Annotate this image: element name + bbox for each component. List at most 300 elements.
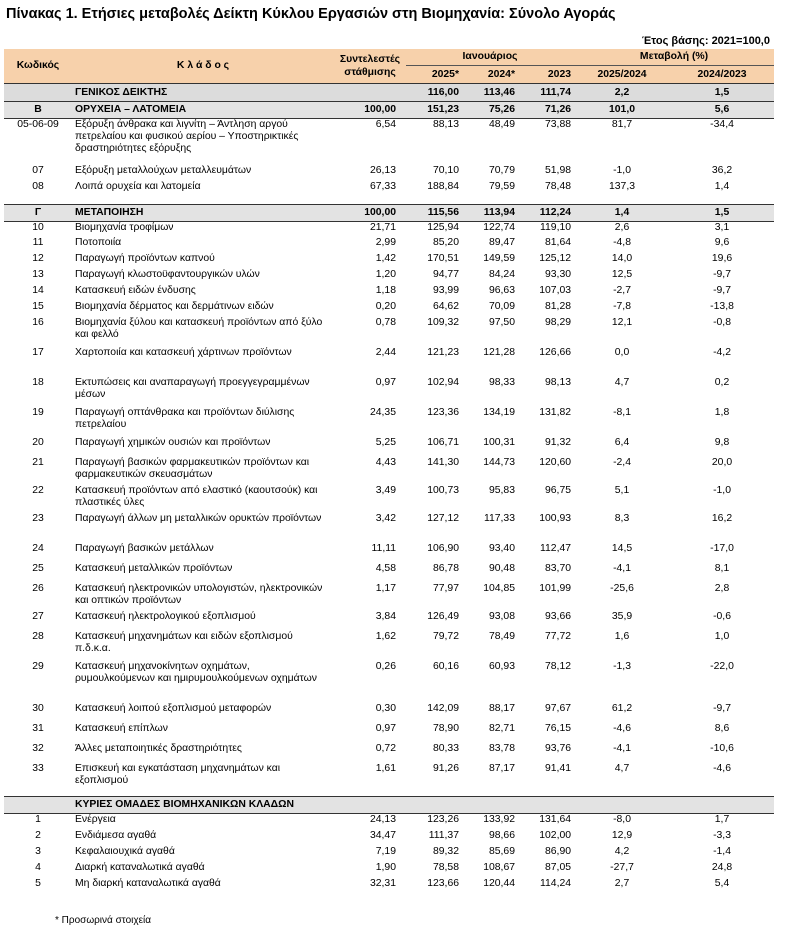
table-row (4, 181, 774, 197)
cell-2024: 97,50 (488, 317, 515, 328)
cell-code: 33 (32, 763, 44, 774)
cell-2025: 89,32 (432, 845, 459, 857)
cell-2025: 100,73 (427, 485, 459, 496)
cell-2024: 134,19 (483, 407, 515, 418)
cell-2024: 149,59 (483, 253, 515, 264)
cell-code: 2 (35, 829, 41, 841)
cell-2025: 121,23 (427, 347, 459, 358)
header-2024: 2024* (462, 66, 518, 84)
cell-2023: 91,41 (545, 763, 572, 774)
cell-2024: 85,69 (488, 845, 515, 857)
cell-2023 (518, 797, 574, 814)
cell-code: Β (4, 102, 72, 119)
cell-2025: 123,36 (427, 407, 459, 418)
cell-sector: Παραγωγή βασικών φαρμακευτικών προϊόντων και φαρμακευτικών σκευασμάτων (75, 457, 310, 480)
cell-2023: 131,64 (539, 814, 572, 825)
cell-weight: 1,18 (375, 285, 396, 296)
table-row (4, 285, 774, 301)
cell-2025: 102,94 (427, 377, 459, 388)
cell-2024: 82,71 (488, 723, 515, 734)
page-title: Πίνακας 1. Ετήσιες μεταβολές Δείκτη Κύκλου Εργασιών στη Βιομηχανία: Σύνολο Αγοράς (6, 6, 616, 22)
header-change-2025-2024: 2025/2024 (574, 66, 670, 84)
cell-change-2025-2024 (574, 797, 670, 814)
cell-2025: 70,10 (432, 164, 459, 176)
cell-2025: 94,77 (432, 269, 459, 280)
table-row (4, 301, 774, 317)
cell-sector: Παραγωγή άλλων μη μεταλλικών ορυκτών προϊόντων (75, 513, 322, 524)
cell-2024: 78,49 (488, 631, 515, 642)
cell-change-2024-2023: -1,4 (713, 845, 731, 857)
cell-2024: 89,47 (488, 237, 515, 248)
cell-change-2024-2023: -13,8 (710, 301, 734, 312)
header-2023: 2023 (518, 66, 574, 84)
table-row (4, 763, 774, 789)
cell-2024: 120,44 (483, 877, 515, 889)
cell-2023: 73,88 (545, 119, 572, 130)
cell-change-2024-2023: 1,0 (714, 631, 730, 642)
section-row (4, 102, 774, 119)
cell-change-2025-2024: -8,1 (613, 407, 631, 418)
cell-change-2024-2023: -34,4 (710, 119, 734, 130)
cell-change-2025-2024: 2,2 (574, 84, 670, 102)
cell-change-2025-2024: -4,6 (613, 723, 631, 734)
cell-change-2024-2023: 5,6 (670, 102, 774, 119)
cell-weight (334, 84, 406, 102)
cell-2023: 112,47 (540, 543, 572, 554)
cell-code: 27 (32, 611, 44, 622)
cell-2025: 60,16 (432, 661, 459, 672)
cell-sector: Διαρκή καταναλωτικά αγαθά (75, 861, 205, 873)
cell-2024: 96,63 (488, 285, 515, 296)
cell-2025: 127,12 (427, 513, 459, 524)
cell-change-2024-2023: -10,6 (710, 743, 734, 754)
cell-2023: 114,24 (540, 877, 572, 889)
cell-weight: 3,42 (375, 513, 396, 524)
cell-weight: 67,33 (369, 180, 396, 192)
cell-2024: 70,79 (488, 164, 515, 176)
cell-change-2024-2023 (670, 797, 774, 814)
cell-weight: 0,78 (375, 317, 396, 328)
cell-change-2024-2023: 3,1 (714, 221, 730, 233)
cell-weight: 3,49 (375, 485, 396, 496)
cell-change-2024-2023: 1,5 (670, 204, 774, 221)
cell-change-2024-2023: -17,0 (710, 543, 734, 554)
cell-2025: 106,90 (427, 543, 459, 554)
cell-change-2024-2023: 9,8 (714, 437, 730, 448)
table-row (4, 119, 774, 165)
cell-change-2025-2024: 14,0 (611, 253, 633, 264)
cell-sector: ΚΥΡΙΕΣ ΟΜΑΔΕΣ ΒΙΟΜΗΧΑΝΙΚΩΝ ΚΛΑΔΩΝ (72, 797, 334, 814)
cell-code: 16 (32, 317, 44, 328)
cell-sector: Βιομηχανία τροφίμων (75, 221, 174, 233)
cell-2023: 107,03 (539, 285, 572, 296)
cell-2024: 117,33 (483, 513, 515, 524)
cell-change-2024-2023: -9,7 (713, 269, 731, 280)
cell-weight: 1,90 (375, 861, 396, 873)
cell-2024: 75,26 (462, 102, 518, 119)
cell-sector: Κατασκευή ειδών ένδυσης (75, 285, 196, 296)
cell-2023: 93,66 (545, 611, 572, 622)
cell-weight: 26,13 (369, 164, 396, 176)
table-row (4, 513, 774, 543)
cell-code: 30 (32, 703, 44, 714)
cell-change-2024-2023: -0,8 (713, 317, 731, 328)
cell-code: 17 (32, 347, 44, 358)
cell-code: 18 (32, 377, 44, 388)
cell-sector: ΜΕΤΑΠΟΙΗΣΗ (72, 204, 334, 221)
cell-2024: 87,17 (488, 763, 515, 774)
cell-2024: 79,59 (488, 180, 515, 192)
cell-change-2024-2023: -9,7 (713, 285, 731, 296)
cell-weight: 0,97 (375, 377, 396, 388)
cell-change-2025-2024: 61,2 (611, 703, 633, 714)
base-year-note: Έτος βάσης: 2021=100,0 (641, 35, 770, 47)
cell-2025: 115,56 (406, 204, 462, 221)
footnote: * Προσωρινά στοιχεία (55, 915, 152, 926)
cell-2024: 98,66 (488, 829, 515, 841)
cell-2024: 83,78 (488, 743, 515, 754)
cell-weight: 1,17 (375, 583, 396, 594)
cell-2023: 77,72 (545, 631, 572, 642)
cell-sector: Παραγωγή οπτάνθρακα και προϊόντων διύλισης πετρελαίου (75, 407, 295, 430)
table-row (4, 253, 774, 269)
cell-change-2025-2024: 2,6 (614, 221, 630, 233)
cell-2024: 93,40 (488, 543, 515, 554)
cell-change-2025-2024: 5,1 (614, 485, 630, 496)
table-row (4, 814, 774, 830)
table-row (4, 878, 774, 894)
cell-2023: 126,66 (539, 347, 572, 358)
cell-2023: 78,48 (545, 180, 572, 192)
cell-change-2024-2023: 0,2 (714, 377, 730, 388)
cell-2025: 123,66 (427, 877, 459, 889)
cell-weight: 1,61 (375, 763, 396, 774)
cell-2024: 84,24 (488, 269, 515, 280)
cell-weight: 1,20 (375, 269, 396, 280)
table-row (4, 846, 774, 862)
cell-2023: 86,90 (545, 845, 572, 857)
cell-2024: 70,09 (488, 301, 515, 312)
cell-sector: Παραγωγή βασικών μετάλλων (75, 543, 214, 554)
cell-change-2024-2023: 19,6 (711, 253, 733, 264)
cell-code: 29 (32, 661, 44, 672)
header-code: Κωδικός (4, 49, 72, 84)
table-header (4, 49, 774, 84)
cell-weight: 6,54 (375, 119, 396, 130)
cell-weight: 3,84 (375, 611, 396, 622)
cell-change-2025-2024: -8,0 (613, 814, 631, 825)
cell-change-2024-2023: -22,0 (710, 661, 734, 672)
cell-sector: ΓΕΝΙΚΟΣ ΔΕΙΚΤΗΣ (72, 84, 334, 102)
cell-code: 08 (32, 180, 44, 192)
cell-change-2025-2024: 12,5 (611, 269, 633, 280)
cell-change-2024-2023: 5,4 (714, 877, 730, 889)
cell-change-2025-2024: 4,7 (614, 763, 630, 774)
cell-code: 28 (32, 631, 44, 642)
cell-change-2024-2023: -1,0 (713, 485, 731, 496)
table-row (4, 583, 774, 611)
table-row (4, 631, 774, 661)
cell-2024: 122,74 (483, 221, 515, 233)
cell-2025: 64,62 (432, 301, 459, 312)
cell-2023: 98,13 (545, 377, 572, 388)
cell-change-2025-2024: -2,4 (613, 457, 631, 468)
table-row (4, 237, 774, 253)
table-body (4, 84, 774, 894)
cell-2023: 119,10 (540, 221, 572, 233)
cell-sector: Κατασκευή επίπλων (75, 723, 168, 734)
table-row (4, 269, 774, 285)
cell-2025: 109,32 (427, 317, 459, 328)
cell-change-2024-2023: 8,1 (714, 563, 730, 574)
cell-2024: 108,67 (483, 861, 515, 873)
cell-weight: 0,20 (375, 301, 396, 312)
cell-weight: 2,99 (375, 237, 396, 248)
cell-weight: 32,31 (369, 877, 396, 889)
cell-sector: Εξόρυξη μεταλλούχων μεταλλευμάτων (75, 164, 252, 176)
cell-2024: 48,49 (488, 119, 515, 130)
cell-2024: 113,46 (462, 84, 518, 102)
cell-code: 31 (32, 723, 44, 734)
cell-change-2025-2024: -4,8 (613, 237, 631, 248)
cell-2023: 51,98 (545, 164, 572, 176)
cell-2024: 95,83 (488, 485, 515, 496)
cell-weight: 24,13 (369, 814, 396, 825)
spacer-row (4, 789, 774, 797)
cell-code: 14 (32, 285, 44, 296)
cell-2023: 125,12 (539, 253, 572, 264)
cell-weight: 0,97 (375, 723, 396, 734)
cell-change-2025-2024: 35,9 (611, 611, 633, 622)
header-change: Μεταβολή (%) (574, 49, 774, 66)
cell-change-2025-2024: 4,2 (614, 845, 630, 857)
cell-sector: ΟΡΥΧΕΙΑ – ΛΑΤΟΜΕΙΑ (72, 102, 334, 119)
table-row (4, 543, 774, 563)
cell-change-2025-2024: -27,7 (610, 861, 634, 873)
cell-sector: Κατασκευή μηχανοκίνητων οχημάτων, ρυμουλκούμενων και ημιρυμουλκούμενων οχημάτων (75, 661, 317, 684)
table-row (4, 611, 774, 631)
cell-change-2025-2024: -1,3 (613, 661, 631, 672)
cell-weight: 7,19 (375, 845, 396, 857)
table-row (4, 485, 774, 513)
cell-weight: 4,43 (375, 457, 396, 468)
table-row (4, 743, 774, 763)
cell-code: 4 (35, 861, 41, 873)
section-row (4, 204, 774, 221)
cell-code: 32 (32, 743, 44, 754)
cell-change-2025-2024: 4,7 (614, 377, 630, 388)
cell-2024: 104,85 (483, 583, 515, 594)
cell-sector: Βιομηχανία δέρματος και δερμάτινων ειδών (75, 301, 274, 312)
cell-weight: 100,00 (334, 102, 406, 119)
cell-2025: 123,26 (427, 814, 459, 825)
cell-2023: 83,70 (545, 563, 572, 574)
cell-2023: 120,60 (539, 457, 572, 468)
cell-sector: Ποτοποιία (75, 237, 122, 248)
cell-2023: 87,05 (545, 861, 572, 873)
cell-2023: 78,12 (545, 661, 572, 672)
cell-2023: 91,32 (545, 437, 572, 448)
table-row (4, 703, 774, 723)
cell-weight: 100,00 (334, 204, 406, 221)
cell-sector: Χαρτοποιία και κατασκευή χάρτινων προϊόντων (75, 347, 292, 358)
cell-code: Γ (4, 204, 72, 221)
cell-2023: 101,99 (539, 583, 572, 594)
cell-2023: 93,30 (545, 269, 572, 280)
spacer-cell (4, 789, 774, 797)
cell-code: 11 (32, 237, 44, 248)
cell-sector: Κεφαλαιουχικά αγαθά (75, 845, 175, 857)
cell-weight: 2,44 (375, 347, 396, 358)
cell-2024 (462, 797, 518, 814)
cell-code: 13 (32, 269, 44, 280)
cell-2025: 78,58 (432, 861, 459, 873)
table-row (4, 457, 774, 485)
cell-change-2025-2024: 14,5 (611, 543, 633, 554)
cell-sector: Βιομηχανία ξύλου και κατασκευή προϊόντων από ξύλο και φελλό (75, 317, 323, 340)
spacer-cell (4, 197, 774, 205)
cell-weight (334, 797, 406, 814)
cell-2024: 88,17 (488, 703, 515, 714)
spacer-row (4, 197, 774, 205)
cell-sector: Κατασκευή λοιπού εξοπλισμού μεταφορών (75, 703, 272, 714)
cell-change-2024-2023: -3,3 (713, 829, 731, 841)
cell-change-2024-2023: -0,6 (713, 611, 731, 622)
cell-weight: 1,42 (375, 253, 396, 264)
cell-sector: Μη διαρκή καταναλωτικά αγαθά (75, 877, 221, 889)
cell-change-2025-2024: 81,7 (611, 119, 633, 130)
cell-change-2024-2023: 1,7 (714, 814, 730, 825)
cell-change-2025-2024: 137,3 (609, 180, 636, 192)
header-change-2024-2023: 2024/2023 (670, 66, 774, 84)
cell-weight: 11,11 (371, 543, 396, 554)
header-january: Ιανουάριος (406, 49, 574, 66)
cell-2023: 97,67 (545, 703, 572, 714)
cell-change-2024-2023: 9,6 (714, 237, 730, 248)
cell-sector: Ενέργεια (75, 814, 116, 825)
cell-2025: 116,00 (406, 84, 462, 102)
cell-sector: Παραγωγή χημικών ουσιών και προϊόντων (75, 437, 271, 448)
cell-2025: 106,71 (427, 437, 459, 448)
cell-change-2025-2024: -25,6 (610, 583, 634, 594)
cell-2023: 131,82 (539, 407, 572, 418)
cell-change-2024-2023: 1,5 (670, 84, 774, 102)
cell-2024: 60,93 (488, 661, 515, 672)
cell-change-2025-2024: 12,1 (611, 317, 633, 328)
cell-change-2024-2023: 1,4 (714, 180, 730, 192)
cell-code: 15 (32, 301, 44, 312)
cell-code: 24 (32, 543, 44, 554)
header-weights: Συντελεστές στάθμισης (334, 49, 406, 84)
table-row (4, 347, 774, 377)
cell-change-2025-2024: -1,0 (613, 164, 631, 176)
cell-sector: Ενδιάμεσα αγαθά (75, 829, 157, 841)
cell-change-2024-2023: 20,0 (711, 457, 733, 468)
table-row (4, 221, 774, 237)
cell-2024: 90,48 (488, 563, 515, 574)
cell-2023: 81,28 (545, 301, 572, 312)
cell-change-2024-2023: 36,2 (711, 164, 733, 176)
cell-change-2025-2024: -7,8 (613, 301, 631, 312)
cell-sector: Κατασκευή μεταλλικών προϊόντων (75, 563, 233, 574)
cell-2025: 188,84 (427, 180, 459, 192)
cell-2023: 71,26 (518, 102, 574, 119)
cell-change-2025-2024: 12,9 (611, 829, 633, 841)
cell-2025: 80,33 (432, 743, 459, 754)
cell-sector: Εκτυπώσεις και αναπαραγωγή προεγγεγραμμένων μέσων (75, 377, 310, 400)
cell-weight: 24,35 (369, 407, 396, 418)
table-row (4, 165, 774, 181)
header-sector: Κ λ ά δ ο ς (72, 49, 334, 84)
cell-2024: 144,73 (483, 457, 515, 468)
cell-change-2025-2024: -4,1 (613, 563, 631, 574)
cell-change-2025-2024: 1,4 (574, 204, 670, 221)
cell-weight: 4,58 (375, 563, 396, 574)
cell-sector: Λοιπά ορυχεία και λατομεία (75, 180, 201, 192)
cell-2025: 126,49 (427, 611, 459, 622)
cell-2023: 96,75 (545, 485, 572, 496)
cell-sector: Κατασκευή προϊόντων από ελαστικό (καουτσούκ) και πλαστικές ύλες (75, 485, 318, 508)
cell-2023: 81,64 (545, 237, 572, 248)
header-2025: 2025* (406, 66, 462, 84)
cell-2025: 125,94 (427, 221, 459, 233)
cell-2025: 78,90 (432, 723, 459, 734)
cell-code: 12 (32, 253, 44, 264)
cell-2023: 102,00 (539, 829, 572, 841)
cell-sector: Παραγωγή προϊόντων καπνού (75, 253, 215, 264)
table-row (4, 862, 774, 878)
cell-change-2024-2023: 16,2 (711, 513, 733, 524)
cell-change-2025-2024: 6,4 (614, 437, 630, 448)
cell-2025: 91,26 (432, 763, 459, 774)
cell-change-2025-2024: 8,3 (614, 513, 630, 524)
cell-change-2025-2024: 1,6 (614, 631, 630, 642)
cell-2023: 100,93 (539, 513, 572, 524)
cell-2024: 133,92 (483, 814, 515, 825)
table-row (4, 723, 774, 743)
cell-sector: Κατασκευή μηχανημάτων και ειδών εξοπλισμού π.δ.κ.α. (75, 631, 293, 654)
cell-2024: 113,94 (462, 204, 518, 221)
cell-change-2025-2024: 101,0 (574, 102, 670, 119)
cell-2024: 93,08 (488, 611, 515, 622)
cell-change-2024-2023: 24,8 (711, 861, 733, 873)
cell-2025: 111,37 (428, 829, 459, 841)
cell-weight: 5,25 (375, 437, 396, 448)
cell-change-2024-2023: -4,2 (713, 347, 731, 358)
cell-2023: 112,24 (518, 204, 574, 221)
cell-code: 19 (32, 407, 44, 418)
cell-sector: Επισκευή και εγκατάσταση μηχανημάτων και εξοπλισμού (75, 763, 281, 786)
table-row (4, 317, 774, 347)
table-row (4, 563, 774, 583)
cell-2025: 85,20 (432, 237, 459, 248)
general-index-row (4, 84, 774, 102)
cell-sector: Κατασκευή ηλεκτρολογικού εξοπλισμού (75, 611, 256, 622)
table-row (4, 830, 774, 846)
cell-change-2024-2023: 2,8 (714, 583, 730, 594)
section-row (4, 797, 774, 814)
cell-2023: 98,29 (545, 317, 572, 328)
cell-weight: 0,30 (375, 703, 396, 714)
cell-change-2025-2024: 0,0 (614, 347, 630, 358)
cell-code (4, 84, 72, 102)
table-row (4, 407, 774, 437)
table-row (4, 437, 774, 457)
cell-sector: Εξόρυξη άνθρακα και λιγνίτη – Άντληση αργού πετρελαίου και φυσικού αερίου – Υποστηρικτικές δραστηριότητες εξόρυξης (75, 119, 299, 154)
cell-change-2025-2024: 2,7 (614, 877, 630, 889)
cell-2024: 121,28 (483, 347, 515, 358)
cell-2025: 170,51 (427, 253, 459, 264)
